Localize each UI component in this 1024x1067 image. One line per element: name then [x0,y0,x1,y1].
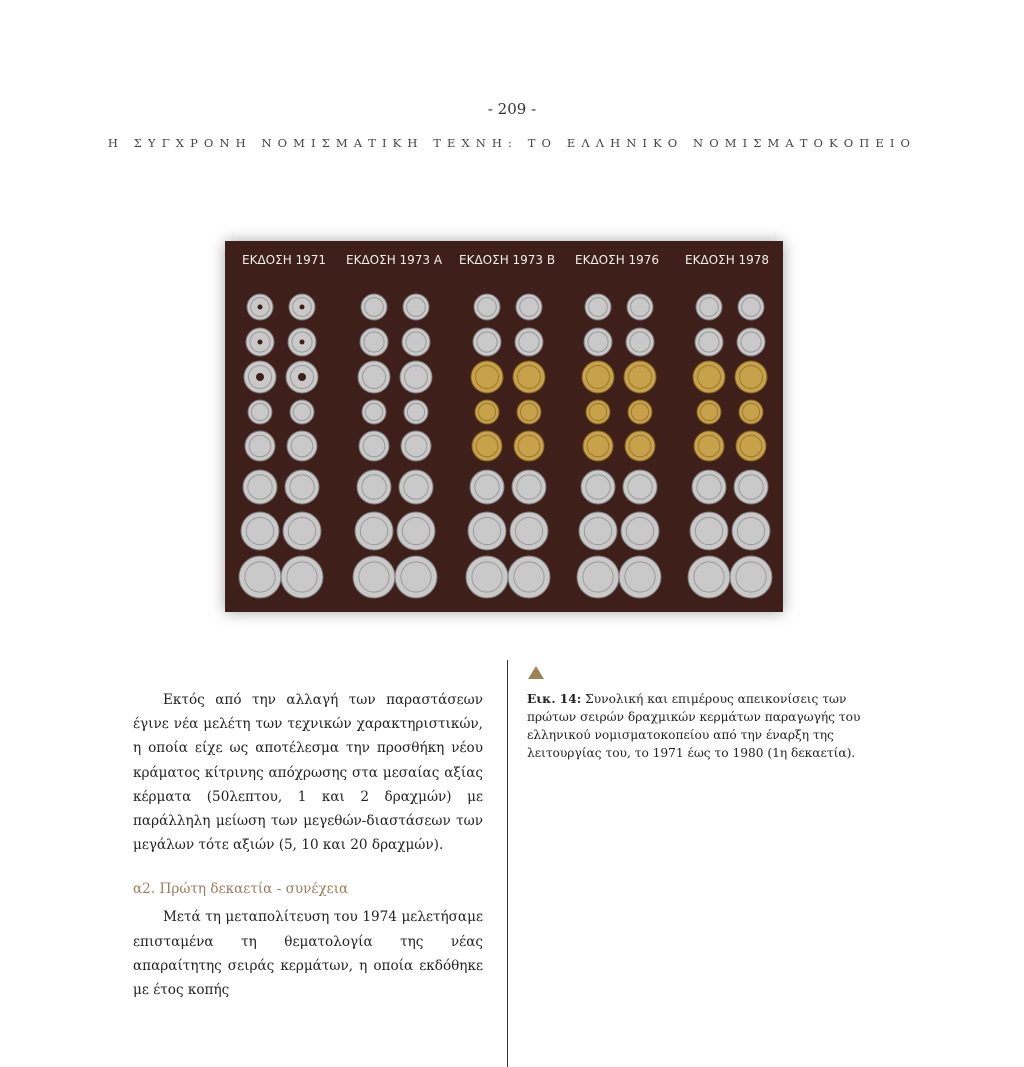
coin [693,361,725,393]
coin [358,361,390,393]
coin [736,431,766,461]
coin [243,470,277,504]
coin-display-photo [225,241,783,612]
coin [468,512,506,550]
coin [586,400,610,424]
coin [584,328,612,356]
coin [471,361,503,393]
edition-label-1971: ΕΚΔΟΣΗ 1971 [242,253,327,267]
coin [738,294,764,320]
edition-label-1973b: ΕΚΔΟΣΗ 1973 Β [459,253,556,267]
coin [245,431,275,461]
coin [466,556,508,598]
coin [688,556,730,598]
coin [579,512,617,550]
coin [401,431,431,461]
coin [290,400,314,424]
coin [517,400,541,424]
coin [627,294,653,320]
coin [508,556,550,598]
coin [626,328,654,356]
section-heading: α2. Πρώτη δεκαετία - συνέχεια [133,881,349,898]
body-paragraph-1: Εκτός από την αλλαγή των παραστάσεων έγινε νέα μελέτη των τεχνικών χαρακτηριστικών, η οποία είχε ως αποτέλεσμα την προσθήκη νέου κράματος κίτρινης απόχρωσης στα μεσαίας αξίας κέρματα (50λεπτου, 1 και 2 δραχμών) με παράλληλη μείωση των μεγεθών-διαστάσεων των μεγάλων τότε αξιών (5, 10 και 20 δραχμών). [133,692,483,854]
coin [246,328,274,356]
coin [696,294,722,320]
coin [403,294,429,320]
coin [288,328,316,356]
coin [404,400,428,424]
caption-text: Συνολική και επιμέρους απεικονίσεις των πρώτων σειρών δραχμικών κερμάτων παραγωγής του ελληνικού νομισματοκοπείου από την έναρξη της λειτουργίας του, το 1971 έως το 1980 (1η δεκαετία). [527,692,861,760]
coin [621,512,659,550]
edition-label-1973a: ΕΚΔΟΣΗ 1973 Α [346,253,443,267]
coin [395,556,437,598]
coin [730,556,772,598]
running-header: Η ΣΥΓΧΡΟΝΗ ΝΟΜΙΣΜΑΤΙΚΗ ΤΕΧΝΗ: ΤΟ ΕΛΛΗΝΙΚΟ ΝΟΜΙΣΜΑΤΟΚΟΠΕΙΟ [107,136,917,150]
figure-caption [527,690,872,762]
coin [474,294,500,320]
edition-label-1978: ΕΚΔΟΣΗ 1978 [685,253,770,267]
body-paragraph-2: Μετά τη μεταπολίτευση του 1974 μελετήσαμε επισταμένα τη θεματολογία της νέας απαραίτητης σειράς κερμάτων, η οποία εκδόθηκε με έτος κοπής [133,909,483,999]
coin [470,470,504,504]
coin [285,470,319,504]
edition-label-1976: ΕΚΔΟΣΗ 1976 [575,253,660,267]
caption-triangle-icon [528,666,544,679]
coin [694,431,724,461]
coin [472,431,502,461]
coin [739,400,763,424]
coin [690,512,728,550]
coin [692,470,726,504]
coin [513,361,545,393]
coin [516,294,542,320]
coin [625,431,655,461]
coin [241,512,279,550]
coin [283,512,321,550]
coin [473,328,501,356]
coin [581,470,615,504]
coin [247,294,273,320]
page-number: - 209 - [487,100,537,118]
coin [515,328,543,356]
column-divider [507,660,508,1067]
coin [361,294,387,320]
coin [397,512,435,550]
coin [737,328,765,356]
coin [402,328,430,356]
coin [512,470,546,504]
coin [695,328,723,356]
coin [286,361,318,393]
coin [619,556,661,598]
coin [281,556,323,598]
coin [248,400,272,424]
coin-grid [225,241,783,612]
coin [360,328,388,356]
coin [582,361,614,393]
coin [697,400,721,424]
coin [287,431,317,461]
coin [734,470,768,504]
body-text [133,688,483,1002]
coin [732,512,770,550]
coin [583,431,613,461]
coin [289,294,315,320]
coin [514,431,544,461]
coin [399,470,433,504]
coin [585,294,611,320]
coin [624,361,656,393]
coin [244,361,276,393]
coin [475,400,499,424]
coin [357,470,391,504]
coin [362,400,386,424]
coin [510,512,548,550]
coin [735,361,767,393]
coin [239,556,281,598]
coin [628,400,652,424]
caption-label: Εικ. 14: [527,692,582,706]
coin [400,361,432,393]
coin [353,556,395,598]
coin [355,512,393,550]
coin [577,556,619,598]
coin [623,470,657,504]
coin [359,431,389,461]
